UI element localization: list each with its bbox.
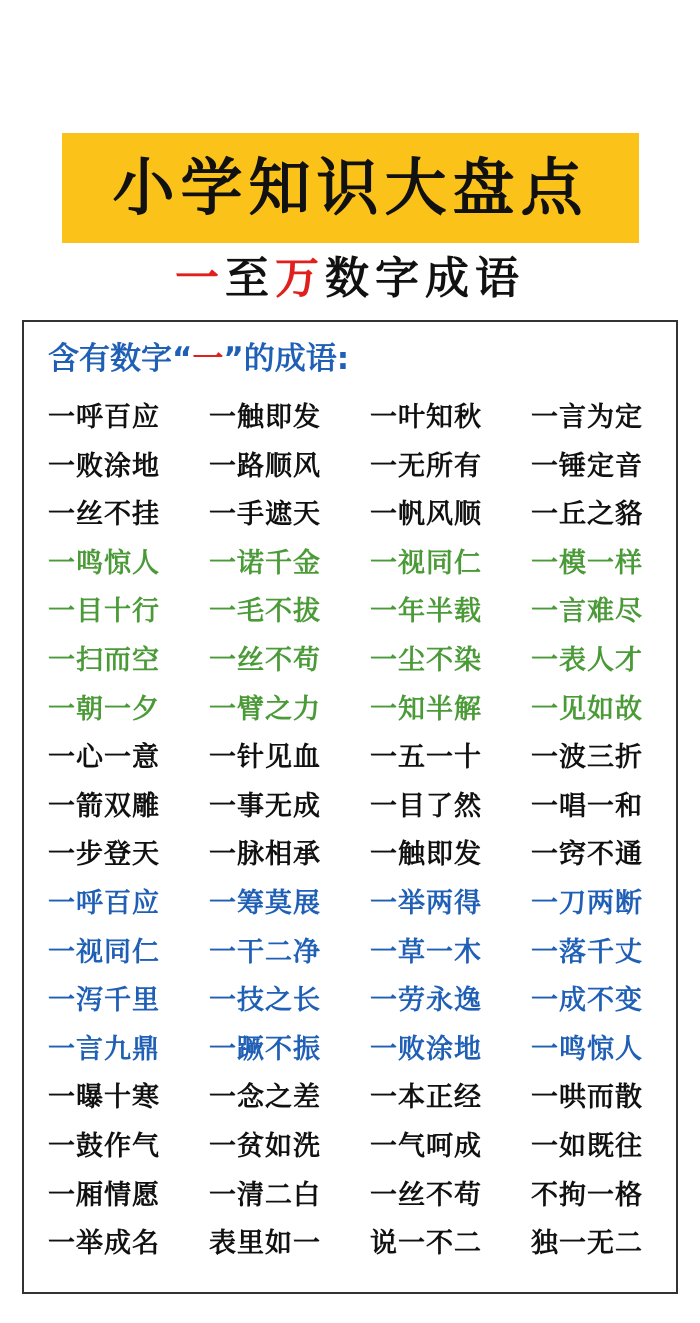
idiom-item: 一手遮天 — [209, 499, 321, 531]
idiom-item: 一劳永逸 — [370, 985, 482, 1017]
idiom-row — [24, 544, 676, 593]
idiom-item: 一目了然 — [370, 790, 482, 822]
idiom-item: 一扫而空 — [48, 644, 160, 676]
idiom-item: 一丝不挂 — [48, 499, 160, 531]
idiom-item: 一气呵成 — [370, 1130, 482, 1162]
idiom-item: 不拘一格 — [531, 1179, 643, 1211]
idiom-item: 一朝一夕 — [48, 693, 160, 725]
idiom-item: 一败涂地 — [370, 1033, 482, 1065]
idiom-item: 一刀两断 — [531, 887, 643, 919]
idiom-row — [24, 690, 676, 739]
idiom-item: 一鼓作气 — [48, 1130, 160, 1162]
idiom-card — [22, 320, 678, 1294]
idiom-item: 一触即发 — [209, 402, 321, 433]
idiom-item: 一败涂地 — [48, 450, 160, 482]
idiom-item: 一年半载 — [370, 596, 482, 628]
idiom-item: 一丝不苟 — [370, 1179, 482, 1211]
idiom-item: 一言难尽 — [531, 596, 643, 628]
page-title: 小学知识大盘点 — [112, 151, 589, 224]
idiom-item: 一举成名 — [48, 1228, 160, 1260]
idiom-item: 一触即发 — [370, 839, 482, 871]
idiom-row — [24, 1224, 676, 1273]
idiom-row — [24, 495, 676, 544]
idiom-item: 一尘不染 — [370, 644, 482, 676]
heading-digit: 一 — [192, 341, 224, 377]
idiom-item: 一呼百应 — [48, 402, 160, 433]
idiom-item: 一丘之貉 — [531, 499, 643, 531]
idiom-item: 一干二净 — [209, 936, 321, 968]
idiom-item: 说一不二 — [370, 1228, 482, 1260]
idiom-item: 一清二白 — [209, 1179, 321, 1211]
idiom-item: 一蹶不振 — [209, 1033, 321, 1065]
idiom-row — [24, 1078, 676, 1127]
idiom-row — [24, 1127, 676, 1176]
title-banner — [62, 133, 639, 243]
idiom-item: 一事无成 — [209, 790, 321, 822]
idiom-row — [24, 933, 676, 982]
idiom-item: 一心一意 — [48, 742, 160, 774]
idiom-item: 一表人才 — [531, 644, 643, 676]
idiom-item: 一鸣惊人 — [48, 547, 160, 579]
idiom-item: 一丝不苟 — [209, 644, 321, 676]
idiom-item: 独一无二 — [531, 1228, 643, 1260]
idiom-item: 一厢情愿 — [48, 1179, 160, 1211]
idiom-grid — [24, 398, 676, 1273]
idiom-item: 一模一样 — [531, 547, 643, 579]
idiom-item: 一脉相承 — [209, 839, 321, 871]
subtitle-to: 至 — [225, 253, 275, 304]
idiom-row — [24, 398, 676, 447]
idiom-item: 一帆风顺 — [370, 499, 482, 531]
idiom-item: 一成不变 — [531, 985, 643, 1017]
heading-prefix: 含有数字“ — [48, 341, 193, 377]
idiom-item: 表里如一 — [209, 1228, 321, 1260]
idiom-item: 一五一十 — [370, 742, 482, 774]
idiom-item: 一筹莫展 — [209, 887, 321, 919]
idiom-item: 一贫如洗 — [209, 1130, 321, 1162]
idiom-item: 一见如故 — [531, 693, 643, 725]
idiom-item: 一臂之力 — [209, 693, 321, 725]
idiom-item: 一泻千里 — [48, 985, 160, 1017]
idiom-row — [24, 981, 676, 1030]
idiom-item: 一毛不拔 — [209, 596, 321, 628]
idiom-item: 一曝十寒 — [48, 1082, 160, 1114]
idiom-item: 一路顺风 — [209, 450, 321, 482]
idiom-item: 一举两得 — [370, 887, 482, 919]
idiom-item: 一目十行 — [48, 596, 160, 628]
idiom-item: 一无所有 — [370, 450, 482, 482]
subtitle-one: 一 — [175, 253, 225, 304]
idiom-row — [24, 592, 676, 641]
idiom-item: 一技之长 — [209, 985, 321, 1017]
idiom-row — [24, 738, 676, 787]
idiom-row — [24, 835, 676, 884]
idiom-item: 一草一木 — [370, 936, 482, 968]
idiom-item: 一视同仁 — [370, 547, 482, 579]
idiom-row — [24, 787, 676, 836]
idiom-item: 一锤定音 — [531, 450, 643, 482]
section-heading — [48, 341, 350, 377]
idiom-item: 一针见血 — [209, 742, 321, 774]
idiom-item: 一知半解 — [370, 693, 482, 725]
heading-suffix: ”的成语: — [223, 341, 350, 377]
idiom-item: 一波三折 — [531, 742, 643, 774]
idiom-item: 一诺千金 — [209, 547, 321, 579]
idiom-item: 一鸣惊人 — [531, 1033, 643, 1065]
idiom-row — [24, 447, 676, 496]
idiom-item: 一哄而散 — [531, 1082, 643, 1114]
idiom-item: 一视同仁 — [48, 936, 160, 968]
idiom-item: 一如既往 — [531, 1130, 643, 1162]
page-subtitle — [0, 248, 700, 310]
idiom-item: 一步登天 — [48, 839, 160, 871]
idiom-item: 一本正经 — [370, 1082, 482, 1114]
subtitle-rest: 数字成语 — [325, 253, 525, 304]
idiom-item: 一叶知秋 — [370, 402, 482, 433]
idiom-item: 一唱一和 — [531, 790, 643, 822]
idiom-item: 一箭双雕 — [48, 790, 160, 822]
idiom-item: 一言九鼎 — [48, 1033, 160, 1065]
subtitle-wan: 万 — [275, 253, 325, 304]
idiom-row — [24, 1176, 676, 1225]
idiom-item: 一窍不通 — [531, 839, 643, 871]
idiom-row — [24, 1030, 676, 1079]
idiom-item: 一呼百应 — [48, 887, 160, 919]
idiom-item: 一念之差 — [209, 1082, 321, 1114]
idiom-row — [24, 641, 676, 690]
idiom-item: 一落千丈 — [531, 936, 643, 968]
idiom-item: 一言为定 — [531, 402, 643, 433]
idiom-row — [24, 884, 676, 933]
